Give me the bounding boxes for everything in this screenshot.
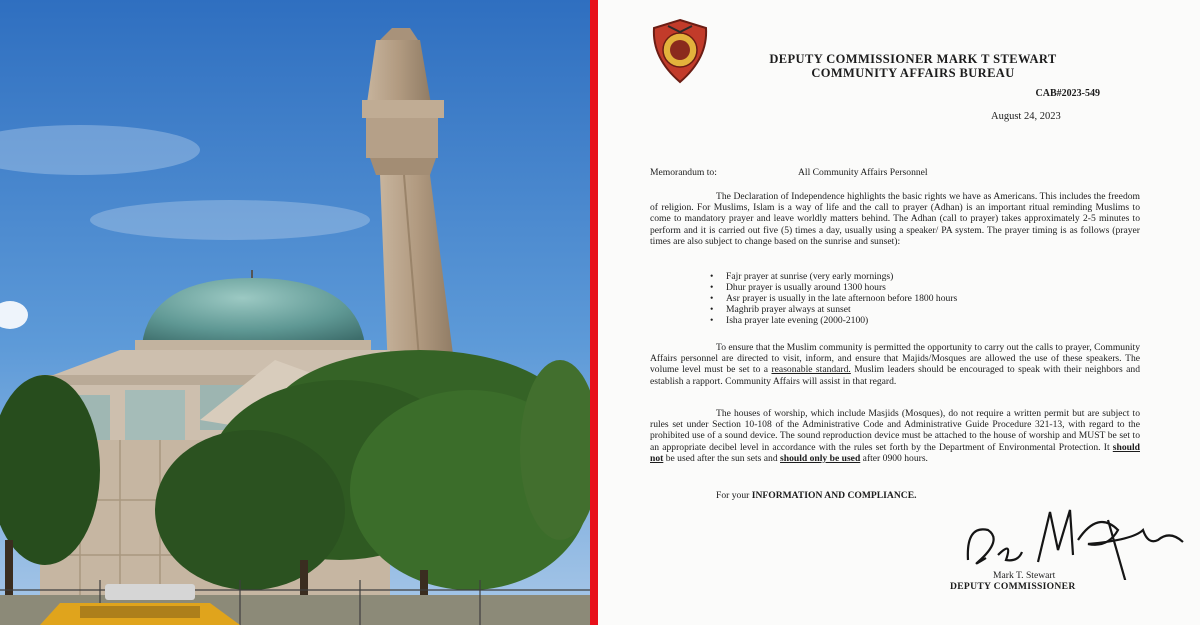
mosque-photo <box>0 0 590 625</box>
red-divider <box>590 0 598 625</box>
paragraph-2-text: To ensure that the Muslim community is permitted the opportunity to carry out the calls to prayer, Community Affairs personnel are directed to visit, inform, and ensure that Majids/Mosques are allowed the use of these speakers. The volume level must be set to a <box>650 342 1140 376</box>
closing-lead: For your <box>716 490 752 501</box>
should-not-underline: should not <box>650 441 1140 464</box>
memo-label: Memorandum to: <box>650 167 717 178</box>
list-item: • Asr prayer is usually in the late afternoon before 1800 hours <box>726 293 1106 304</box>
paragraph-3-text: be used after the sun sets and <box>663 452 781 464</box>
closing-emphasis: INFORMATION AND COMPLIANCE. <box>751 490 917 501</box>
memo-recipient: All Community Affairs Personnel <box>798 167 928 178</box>
reference-number: CAB#2023-549 <box>1035 88 1100 99</box>
paragraph-1: The Declaration of Independence highlights the basic rights we have as Americans. This includes the freedom of religion. For Muslims, Islam is a way of life and the call to prayer (Adhan) is an important ritual reminding Muslims to come to mandatory prayer and leave worldly matters behind. The Adhan (call to prayer) takes approximately 2-5 minutes to perform and it is carried out five (5) times a day, usually using a speaker/ PA system. The prayer timing is as follows (prayer times are also subject to change based on the sunrise and sunset): <box>650 191 1140 247</box>
memo-recipient-line <box>650 167 928 178</box>
memo-date: August 24, 2023 <box>991 111 1061 122</box>
list-item: • Fajr prayer at sunrise (very early mornings) <box>726 271 1106 282</box>
prayer-list <box>726 271 1106 326</box>
closing-line <box>716 490 917 501</box>
reasonable-standard-underline: reasonable standard. <box>771 364 851 376</box>
list-item: • Isha prayer late evening (2000-2100) <box>726 315 1106 326</box>
list-item: • Maghrib prayer always at sunset <box>726 304 1106 315</box>
paragraph-3-text: after 0900 hours. <box>860 452 928 464</box>
header-subtitle: COMMUNITY AFFAIRS BUREAU <box>811 66 1015 80</box>
paragraph-2-text: Muslim leaders should be encouraged to speak with their neighbors and establish a rapport. Community Affairs will assist in that regard. <box>650 364 1140 387</box>
memorandum-document <box>598 0 1200 625</box>
list-item: • Dhur prayer is usually around 1300 hours <box>726 282 1106 293</box>
police-seal-icon <box>648 18 712 84</box>
handwritten-signature <box>958 500 1198 580</box>
paragraph-3-text: The houses of worship, which include Masjids (Mosques), do not require a written permit but are subject to rules set under Section 10-108 of the Administrative Code and Administrative Guide Procedure 321-13, with regard to the prohibited use of a sound device. The sound reproduction device must be attached to the house of worship and MUST be set to an appropriate decibel level in accordance with the rules set forth by the Department of Environmental Protection. It <box>650 408 1140 453</box>
signatory-title: DEPUTY COMMISSIONER <box>950 581 1076 592</box>
signatory-name: Mark T. Stewart <box>993 570 1056 581</box>
paragraph-2 <box>650 342 1140 387</box>
should-only-underline: should only be used <box>780 452 861 464</box>
header-title: DEPUTY COMMISSIONER MARK T STEWART <box>769 52 1057 66</box>
paragraph-3 <box>650 408 1140 464</box>
